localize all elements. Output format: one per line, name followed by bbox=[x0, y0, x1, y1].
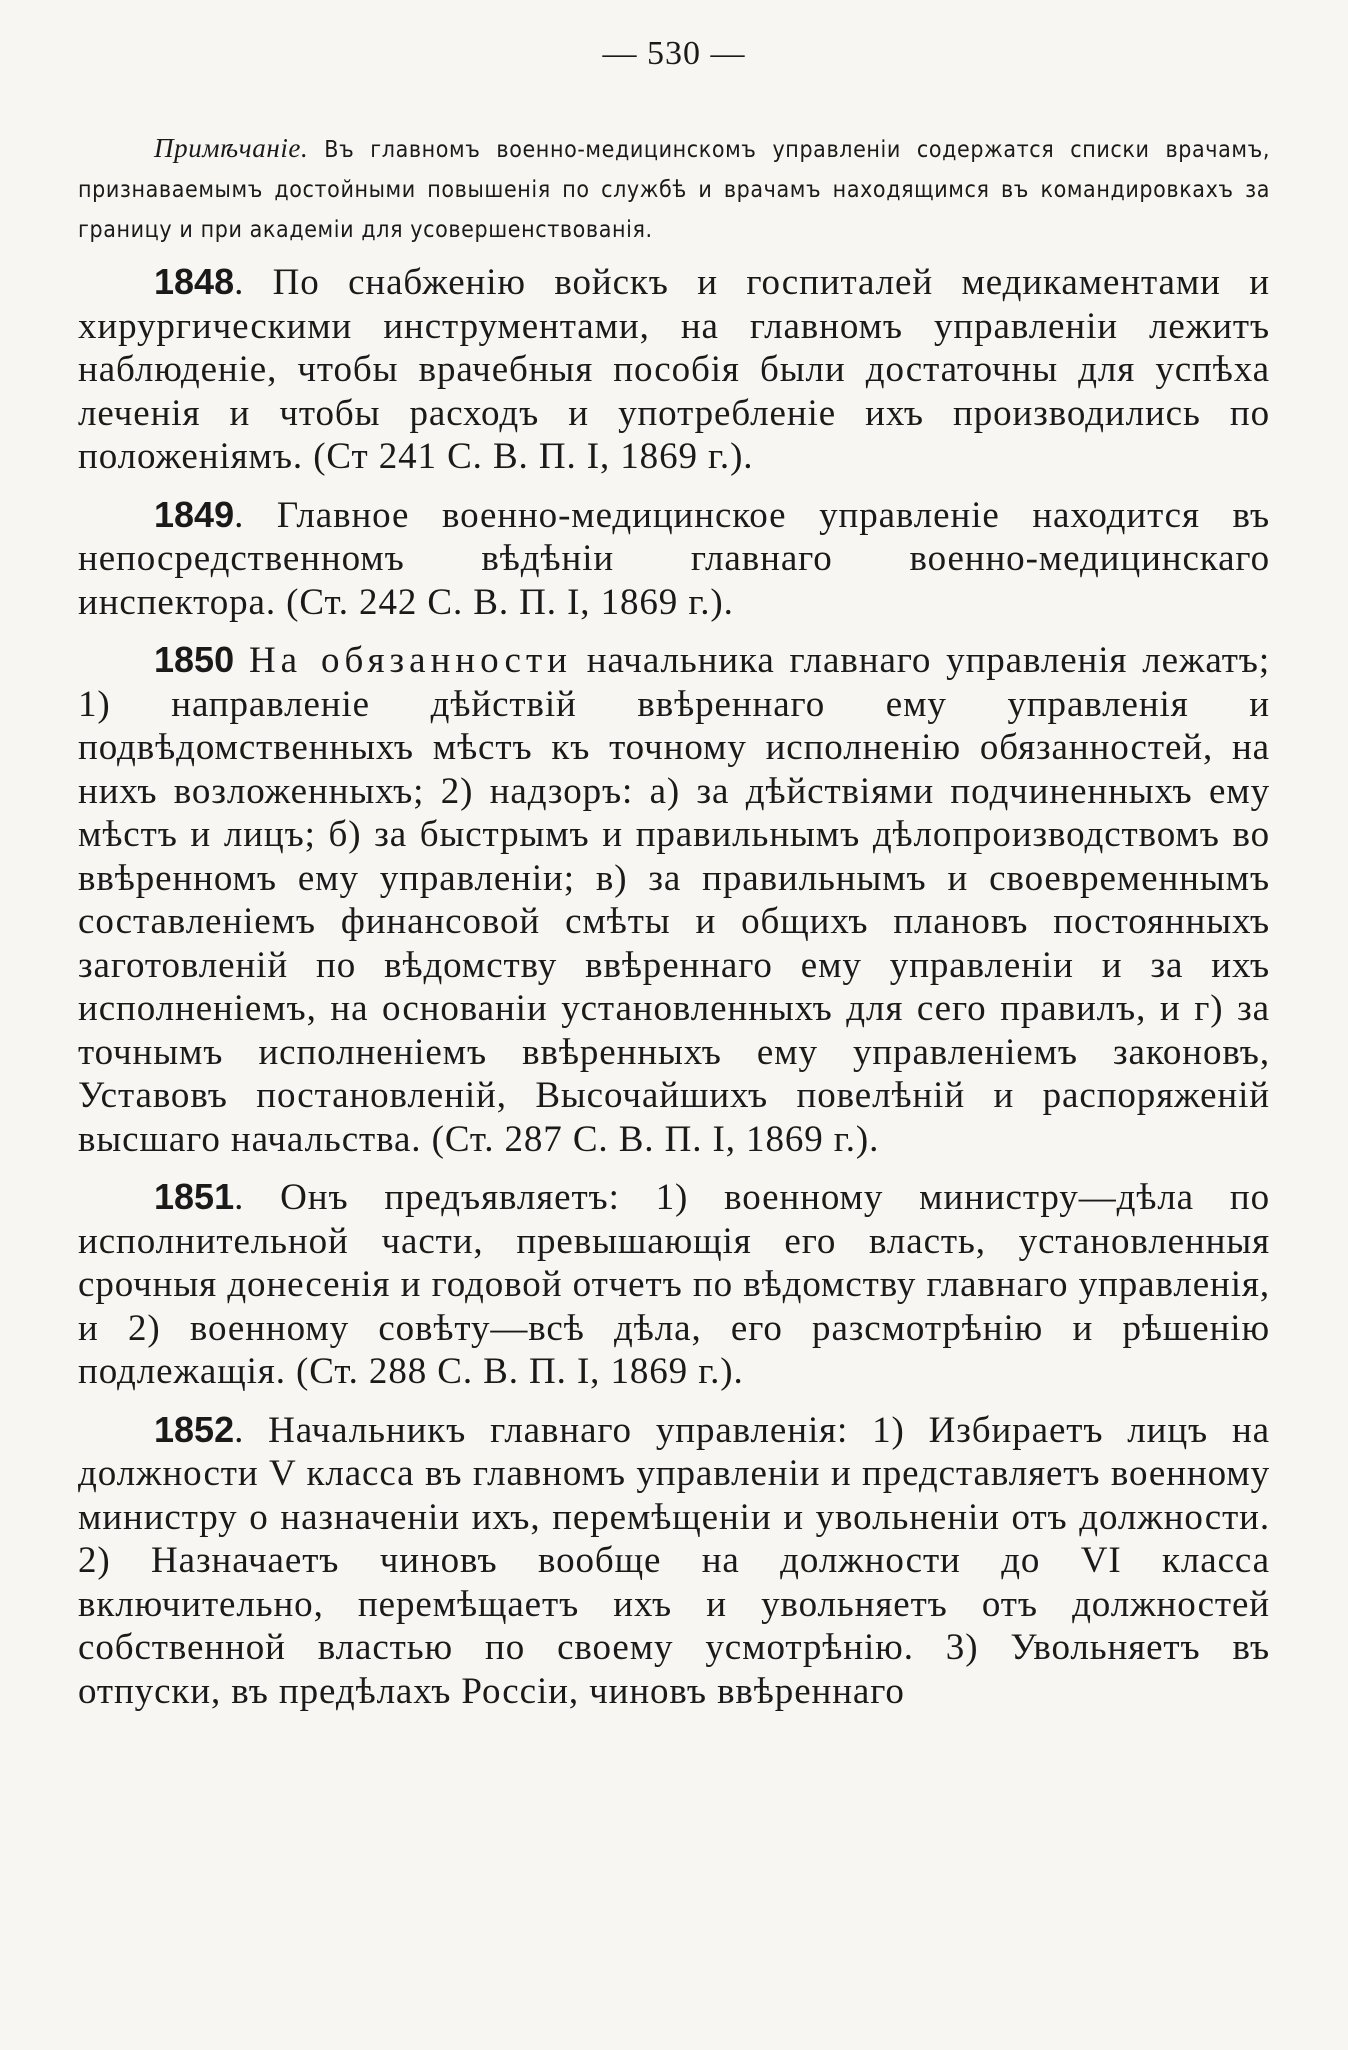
article-number: 1852 bbox=[154, 1408, 235, 1450]
article-number: 1848 bbox=[154, 261, 235, 302]
article-text: . Главное военно-медицинское управленіе находится въ непосредственномъ вѣдѣніи главнаго военно-медицинскаго инспектора. (Ст. 242 С. В. П. I, 1869 г.). bbox=[78, 494, 1270, 623]
article-number: 1850 bbox=[154, 639, 235, 680]
article-1850 bbox=[78, 638, 1270, 1161]
article-spaced-emphasis: На обязанности bbox=[248, 640, 572, 681]
article-1851 bbox=[78, 1175, 1270, 1394]
page-number: — 530 — bbox=[602, 35, 746, 72]
page-body bbox=[78, 32, 1270, 1727]
article-text: . По снабженію войскъ и госпиталей медикаментами и хирургическими инструментами, на главномъ управленіи лежитъ наблюденіе, чтобы врачебныя пособія были достаточны для успѣха леченія и чтобы расходъ и употребленіе ихъ производились по положеніямъ. (Ст 241 С. В. П. I, 1869 г.). bbox=[78, 262, 1270, 477]
note-lead: Примѣчаніе. bbox=[154, 133, 309, 163]
note-paragraph bbox=[78, 128, 1270, 250]
article-1849 bbox=[78, 493, 1270, 625]
note-text: Въ главномъ военно-медицинскомъ управленіи содержатся списки врачамъ, признаваемымъ достойными повышенія по службѣ и врачамъ находящимся въ командировкахъ за границу и при академіи для усовершенствованія. bbox=[78, 137, 1270, 243]
article-text: . Онъ предъявляетъ: 1) военному министру—дѣла по исполнительной части, превышающія его власть, установленныя срочныя донесенія и годовой отчетъ по вѣдомству главнаго управленія, и 2) военному совѣту—всѣ дѣла, его разсмотрѣнію и рѣшенію подлежащія. (Ст. 288 С. В. П. I, 1869 г.). bbox=[78, 1177, 1270, 1392]
article-number: 1849 bbox=[154, 493, 235, 535]
article-1852 bbox=[78, 1408, 1270, 1714]
article-text: . Начальникъ главнаго управленія: 1) Избираетъ лицъ на должности V класса въ главномъ управленіи и представляетъ военному министру о назначеніи ихъ, перемѣщеніи и увольненіи отъ должности. 2) Назначаетъ чиновъ вообще на должности до VI класса включительно, перемѣщаетъ ихъ и увольняетъ отъ должностей собственной властью по своему усмотрѣнію. 3) Увольняетъ въ отпуски, въ предѣлахъ Россіи, чиновъ ввѣреннаго bbox=[78, 1409, 1270, 1712]
article-1848 bbox=[78, 260, 1270, 479]
article-text: начальника главнаго управленія лежатъ; 1) направленіе дѣйствій ввѣреннаго ему управленія и подвѣдомственныхъ мѣстъ къ точному исполненію обязанностей, на нихъ возложенныхъ; 2) надзоръ: а) за дѣйствіями подчиненныхъ ему мѣстъ и лицъ; б) за быстрымъ и правильнымъ дѣлопроизводствомъ во ввѣренномъ ему управленіи; в) за правильнымъ и своевременнымъ составленіемъ финансовой смѣты и общихъ плановъ постоянныхъ заготовленій по вѣдомству ввѣреннаго ему управленіи и за ихъ исполненіемъ, на основаніи установленныхъ для сего правилъ, и г) за точнымъ исполненіемъ ввѣренныхъ ему управленіемъ законовъ, Уставовъ постановленій, Высочайшихъ повелѣній и распоряженій высшаго начальства. (Ст. 287 С. В. П. I, 1869 г.). bbox=[78, 640, 1270, 1160]
article-number: 1851 bbox=[154, 1176, 235, 1217]
